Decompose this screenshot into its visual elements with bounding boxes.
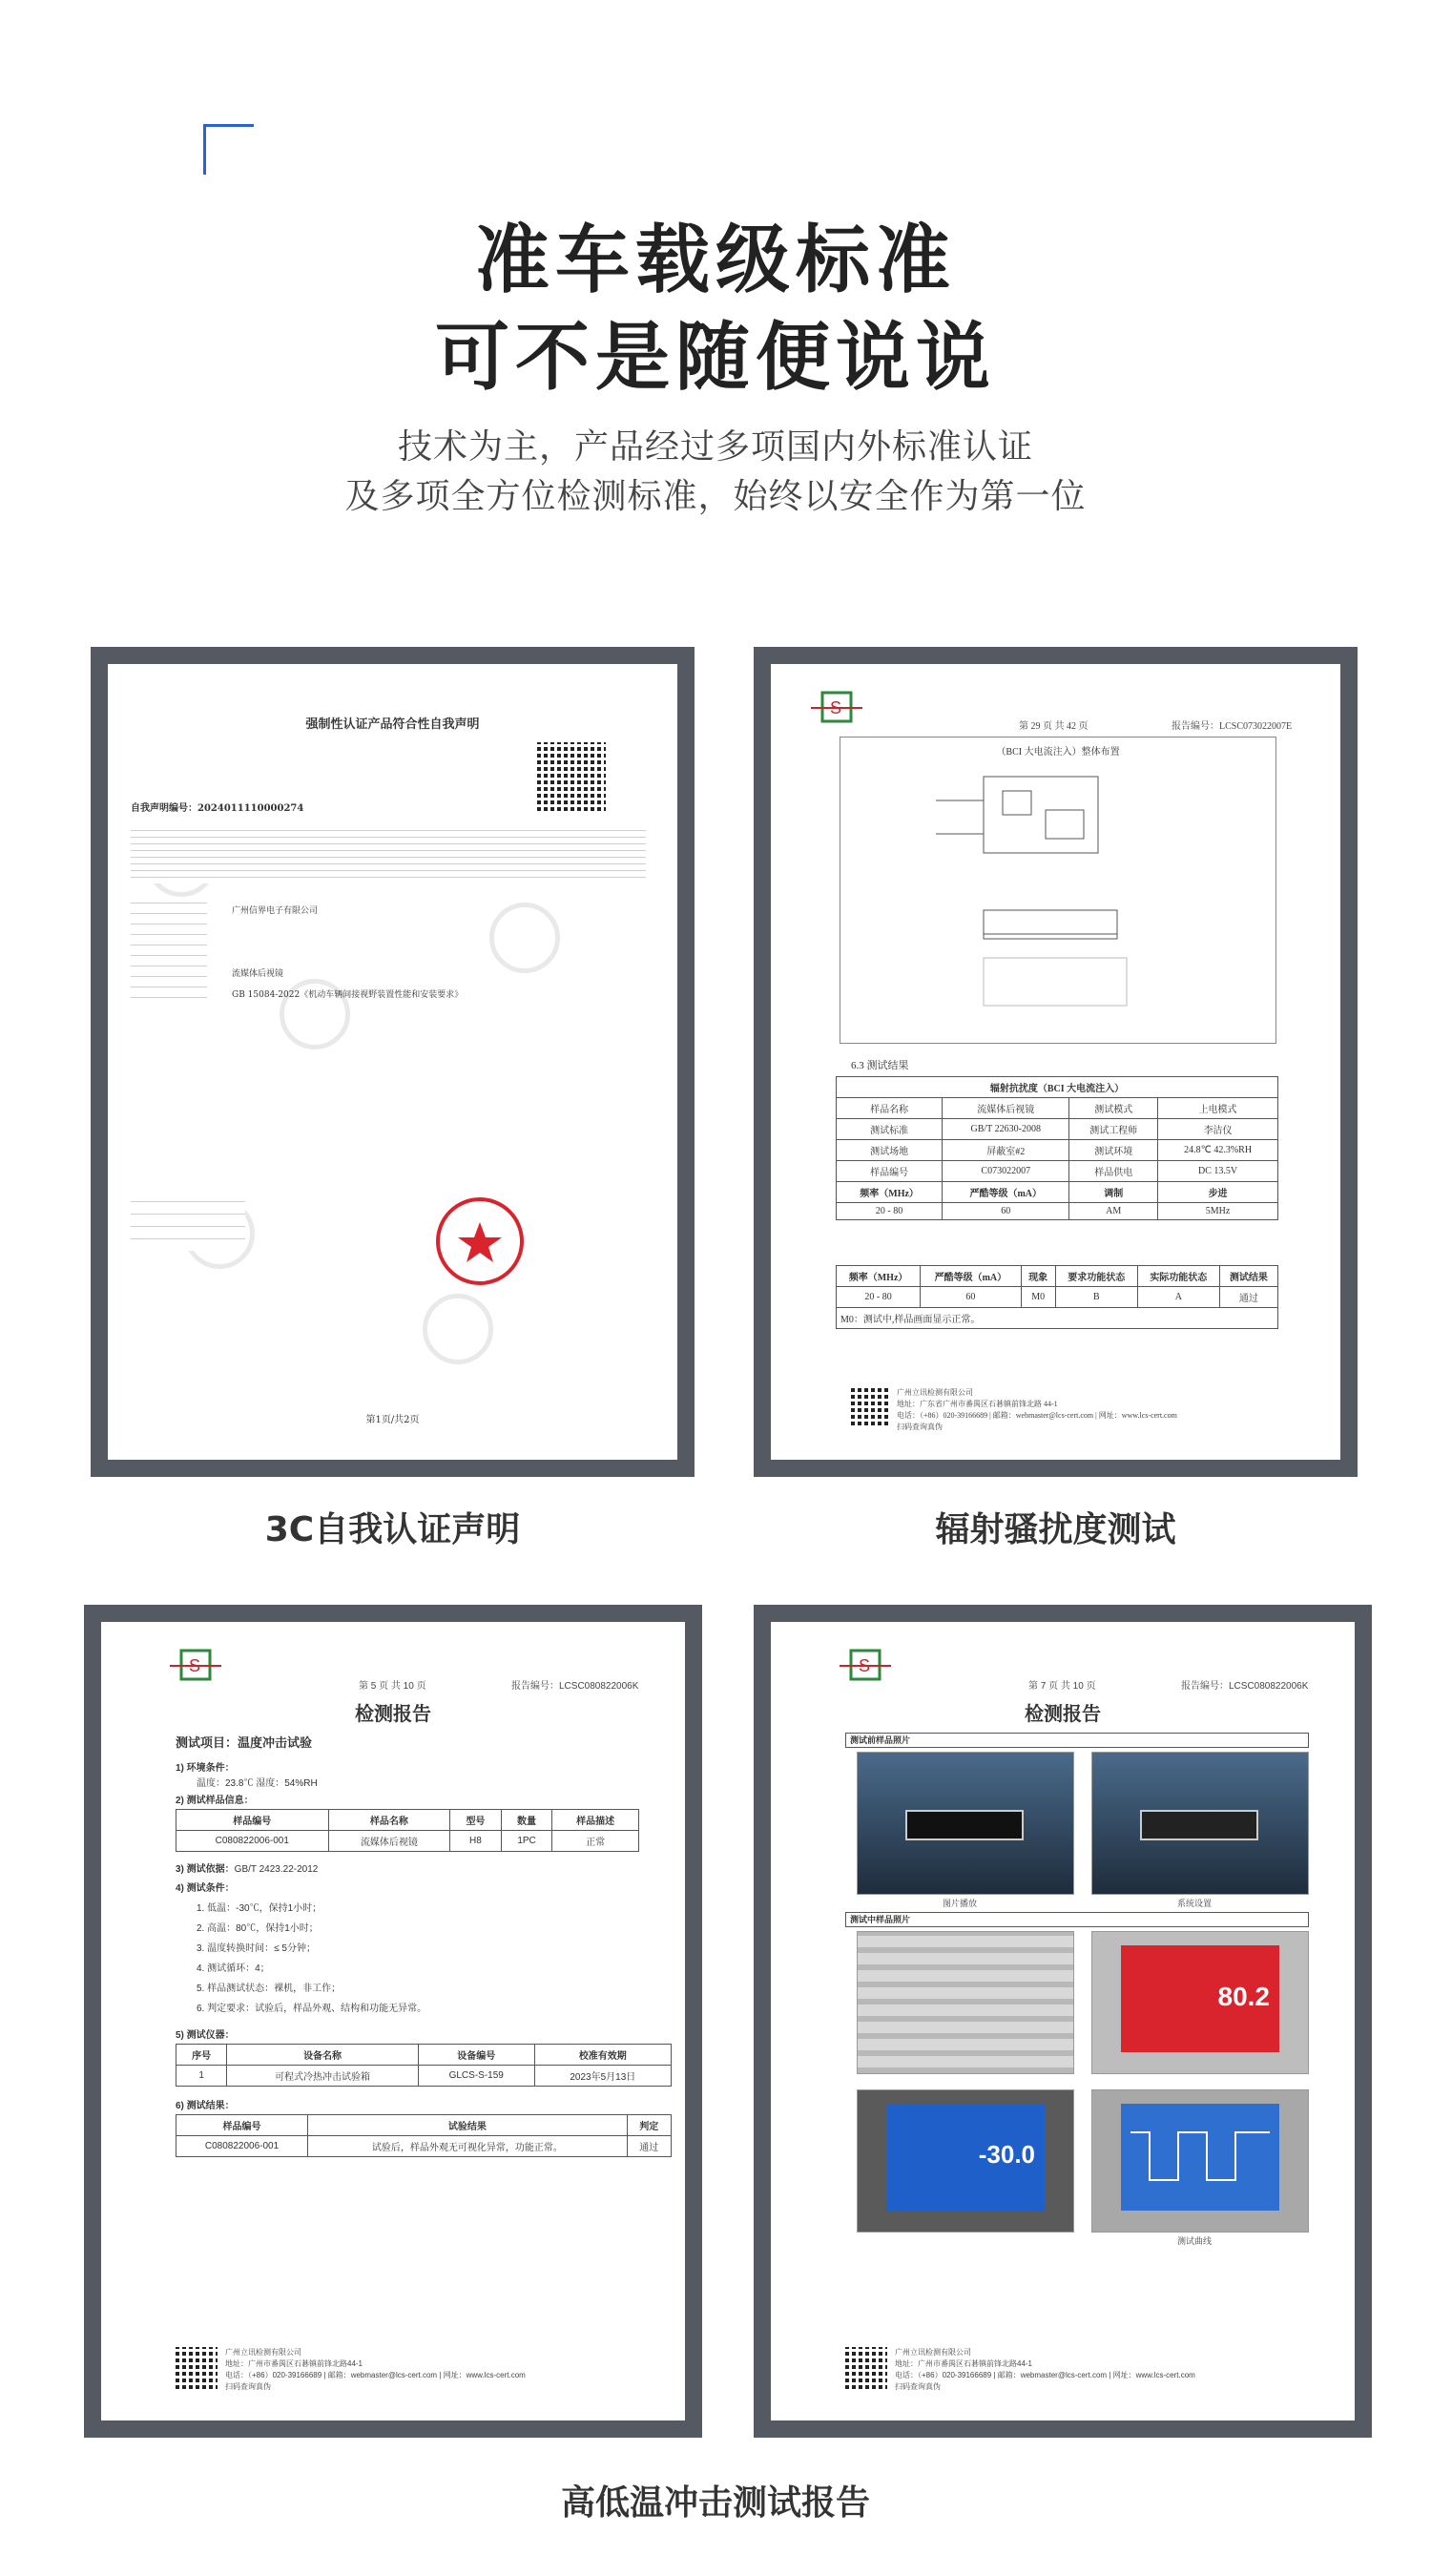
- bci-setup-diagram: [840, 758, 1275, 1034]
- caption-3c: 3C自我认证声明: [264, 1510, 521, 1549]
- table-row: 频率（MHz） 严酷等级（mA） 现象 要求功能状态 实际功能状态 测试结果: [837, 1266, 1278, 1287]
- doc-bci-paper: [771, 664, 1340, 1460]
- doc-3c-page: 第1页/共2页: [365, 1415, 420, 1425]
- qr-code-icon: [176, 2347, 218, 2389]
- table-row: 样品编号 样品名称 型号 数量 样品描述: [176, 1810, 639, 1831]
- equip-label: 5) 测试仪器：: [176, 2030, 235, 2041]
- lab-contact: 电话：（+86）020-39166689 | 邮箱：webmaster@lcs-cert.com | 网址：www.lcs-cert.com: [897, 1411, 1177, 1420]
- test-item: 测试项目：温度冲击试验: [176, 1735, 313, 1750]
- doc-thermal-report-frame[interactable]: [84, 1605, 702, 2438]
- cond-label: 4) 测试条件：: [176, 1883, 235, 1894]
- lab-name: 广州立讯检测有限公司: [897, 1388, 973, 1397]
- svg-text:S: S: [189, 1656, 201, 1675]
- declaration-number: 2024011110000274: [197, 803, 304, 814]
- high-temp-value: 80.2: [1217, 1982, 1270, 2011]
- lcs-logo-icon: [838, 1647, 893, 1689]
- photo-caption: 图片播放: [943, 1899, 978, 1908]
- scan-note: 扫码查询真伪: [897, 1423, 943, 1431]
- qr-code-icon: [537, 742, 606, 811]
- doc-thermal-photos-frame[interactable]: [754, 1605, 1372, 2438]
- photo-chamber: [857, 1931, 1074, 2074]
- list-item: 6. 判定要求：试验后，样品外观、结构和功能无异常。: [197, 2004, 427, 2014]
- layout-title: （BCI 大电流注入）整体布置: [996, 747, 1120, 758]
- watermark-icon: [489, 903, 560, 973]
- result-label: 6) 测试结果：: [176, 2101, 235, 2111]
- std-value: GB/T 2423.22-2012: [234, 1864, 319, 1875]
- bci-result-table: [836, 1265, 1278, 1329]
- declaration-number-label: 自我声明编号：: [131, 803, 197, 814]
- cond-list: [197, 1899, 426, 2019]
- before-photos-label: 测试前样品照片: [845, 1733, 1309, 1748]
- doc-thermal-report-paper: [101, 1622, 685, 2420]
- caption-bci: 辐射骚扰度测试: [935, 1510, 1176, 1549]
- doc-3c-title: 强制性认证产品符合性自我声明: [305, 717, 480, 732]
- table-row: 样品编号 试验结果 判定: [176, 2115, 672, 2136]
- svg-text:S: S: [830, 698, 842, 717]
- lab-contact: 电话：（+86）020-39166689 | 邮箱：webmaster@lcs-cert.com | 网址：www.lcs-cert.com: [225, 2371, 526, 2379]
- report-title: 检测报告: [1025, 1704, 1101, 1725]
- doc-thermal-photos-paper: [771, 1622, 1355, 2420]
- table-row: 测试场地 屏蔽室#2 测试环境 24.8℃ 42.3%RH: [837, 1140, 1278, 1161]
- table-row: 样品编号 C073022007 样品供电 DC 13.5V: [837, 1161, 1278, 1182]
- product-name: 流媒体后视镜: [232, 969, 284, 979]
- photo-caption: 系统设置: [1177, 1899, 1213, 1908]
- result-note: M0：测试中,样品画面显示正常。: [837, 1308, 1278, 1329]
- page-info: 第 29 页 共 42 页: [1019, 721, 1089, 732]
- lab-name: 广州立讯检测有限公司: [225, 2348, 301, 2357]
- list-item: 2. 高温：80℃，保持1小时；: [197, 1923, 319, 1934]
- lab-address: 地址：广东省广州市番禺区石碁镇前锋北路 44-1: [897, 1400, 1058, 1408]
- table-title: 辐射抗扰度（BCI 大电流注入）: [837, 1077, 1278, 1098]
- company-name: 广州信界电子有限公司: [232, 906, 319, 916]
- photo-low-temp-screen: [857, 2089, 1074, 2233]
- sample-label: 2) 测试样品信息：: [176, 1796, 254, 1806]
- list-item: 3. 温度转换时间：≤ 5分钟；: [197, 1943, 316, 1954]
- env-value: 温度：23.8℃ 湿度：54%RH: [197, 1778, 318, 1789]
- temperature-curve-icon: [1121, 2104, 1279, 2211]
- table-row: 样品名称 流媒体后视镜 测试模式 上电模式: [837, 1098, 1278, 1119]
- page-info: 第 7 页 共 10 页: [1028, 1681, 1096, 1692]
- contact-fields: [131, 1198, 245, 1251]
- sample-table: [176, 1809, 639, 1852]
- page-info: 第 5 页 共 10 页: [359, 1681, 426, 1692]
- lcs-logo-icon: [168, 1647, 223, 1689]
- watermark-icon: [423, 1294, 493, 1364]
- scan-note: 扫码查询真伪: [225, 2382, 271, 2391]
- lab-contact: 电话：（+86）020-39166689 | 邮箱：webmaster@lcs-cert.com | 网址：www.lcs-cert.com: [895, 2371, 1195, 2379]
- headline-line1: 准车载级标准: [474, 218, 956, 303]
- std-label: 3) 测试依据：: [176, 1864, 235, 1875]
- list-item: 1. 低温：-30℃，保持1小时；: [197, 1903, 322, 1914]
- doc-3c-frame[interactable]: [91, 647, 695, 1477]
- table-row: 20 - 80 60 M0 B A 通过: [837, 1287, 1278, 1308]
- doc-3c-paper: [108, 664, 677, 1460]
- caption-thermal-reports: 高低温冲击测试报告: [560, 2483, 870, 2523]
- bci-table: [836, 1076, 1278, 1220]
- list-item: 5. 样品测试状态：裸机，非工作；: [197, 1984, 342, 1994]
- table-row: C080822006-001 试验后，样品外观无可视化异常，功能正常。 通过: [176, 2136, 672, 2157]
- company-seal-icon: [432, 1194, 528, 1289]
- photo-curve-screen: [1091, 2089, 1309, 2233]
- table-row: C080822006-001 流媒体后视镜 H8 1PC 正常: [176, 1831, 639, 1852]
- table-row: 频率（MHz） 严酷等级（mA） 调制 步进: [837, 1182, 1278, 1203]
- scan-note: 扫码查询真伪: [895, 2382, 941, 2391]
- result-table: [176, 2114, 672, 2157]
- photo-settings: [1091, 1752, 1309, 1895]
- qr-code-icon: [851, 1387, 889, 1425]
- table-row: 20 - 80 60 AM 5MHz: [837, 1203, 1278, 1220]
- lab-name: 广州立讯检测有限公司: [895, 2348, 971, 2357]
- svg-text:S: S: [859, 1656, 871, 1675]
- list-item: 4. 测试循环：4；: [197, 1963, 270, 1974]
- env-label: 1) 环境条件：: [176, 1763, 235, 1774]
- lcs-logo-icon: [809, 689, 864, 731]
- standard-name: GB 15084-2022《机动车辆间接视野装置性能和安装要求》: [232, 990, 464, 1000]
- photo-playback: [857, 1752, 1074, 1895]
- during-photos-label: 测试中样品照片: [845, 1912, 1309, 1927]
- table-row: 1 可程式冷热冲击试验箱 GLCS-S-159 2023年5月13日: [176, 2066, 672, 2087]
- report-number: 报告编号：LCSC080822006K: [511, 1681, 639, 1692]
- low-temp-value: -30.0: [978, 2140, 1035, 2169]
- doc-bci-frame[interactable]: [754, 647, 1358, 1477]
- declaration-body-text: [131, 826, 646, 883]
- corner-accent: [203, 124, 254, 175]
- table-row: 测试标准 GB/T 22630-2008 测试工程师 李洁仪: [837, 1119, 1278, 1140]
- report-number: 报告编号：LCSC073022007E: [1172, 721, 1293, 732]
- report-title: 检测报告: [355, 1704, 431, 1725]
- photo-high-temp-screen: [1091, 1931, 1309, 2074]
- photo-caption: 测试曲线: [1177, 2236, 1213, 2246]
- subtitle-line2: 及多项全方位检测标准，始终以安全作为第一位: [344, 477, 1087, 516]
- equip-table: [176, 2044, 672, 2087]
- headline-line2: 可不是随便说说: [434, 315, 996, 401]
- field-labels: [131, 903, 207, 1008]
- lab-address: 地址：广州市番禺区石碁镇前锋北路44-1: [225, 2359, 363, 2368]
- report-number: 报告编号：LCSC080822006K: [1181, 1681, 1309, 1692]
- lab-address: 地址：广州市番禺区石碁镇前锋北路44-1: [895, 2359, 1033, 2368]
- layout-diagram-box: [840, 737, 1276, 1044]
- section-title: 6.3 测试结果: [851, 1060, 909, 1071]
- table-row: 序号 设备名称 设备编号 校准有效期: [176, 2045, 672, 2066]
- subtitle-line1: 技术为主，产品经过多项国内外标准认证: [397, 427, 1033, 467]
- qr-code-icon: [845, 2347, 887, 2389]
